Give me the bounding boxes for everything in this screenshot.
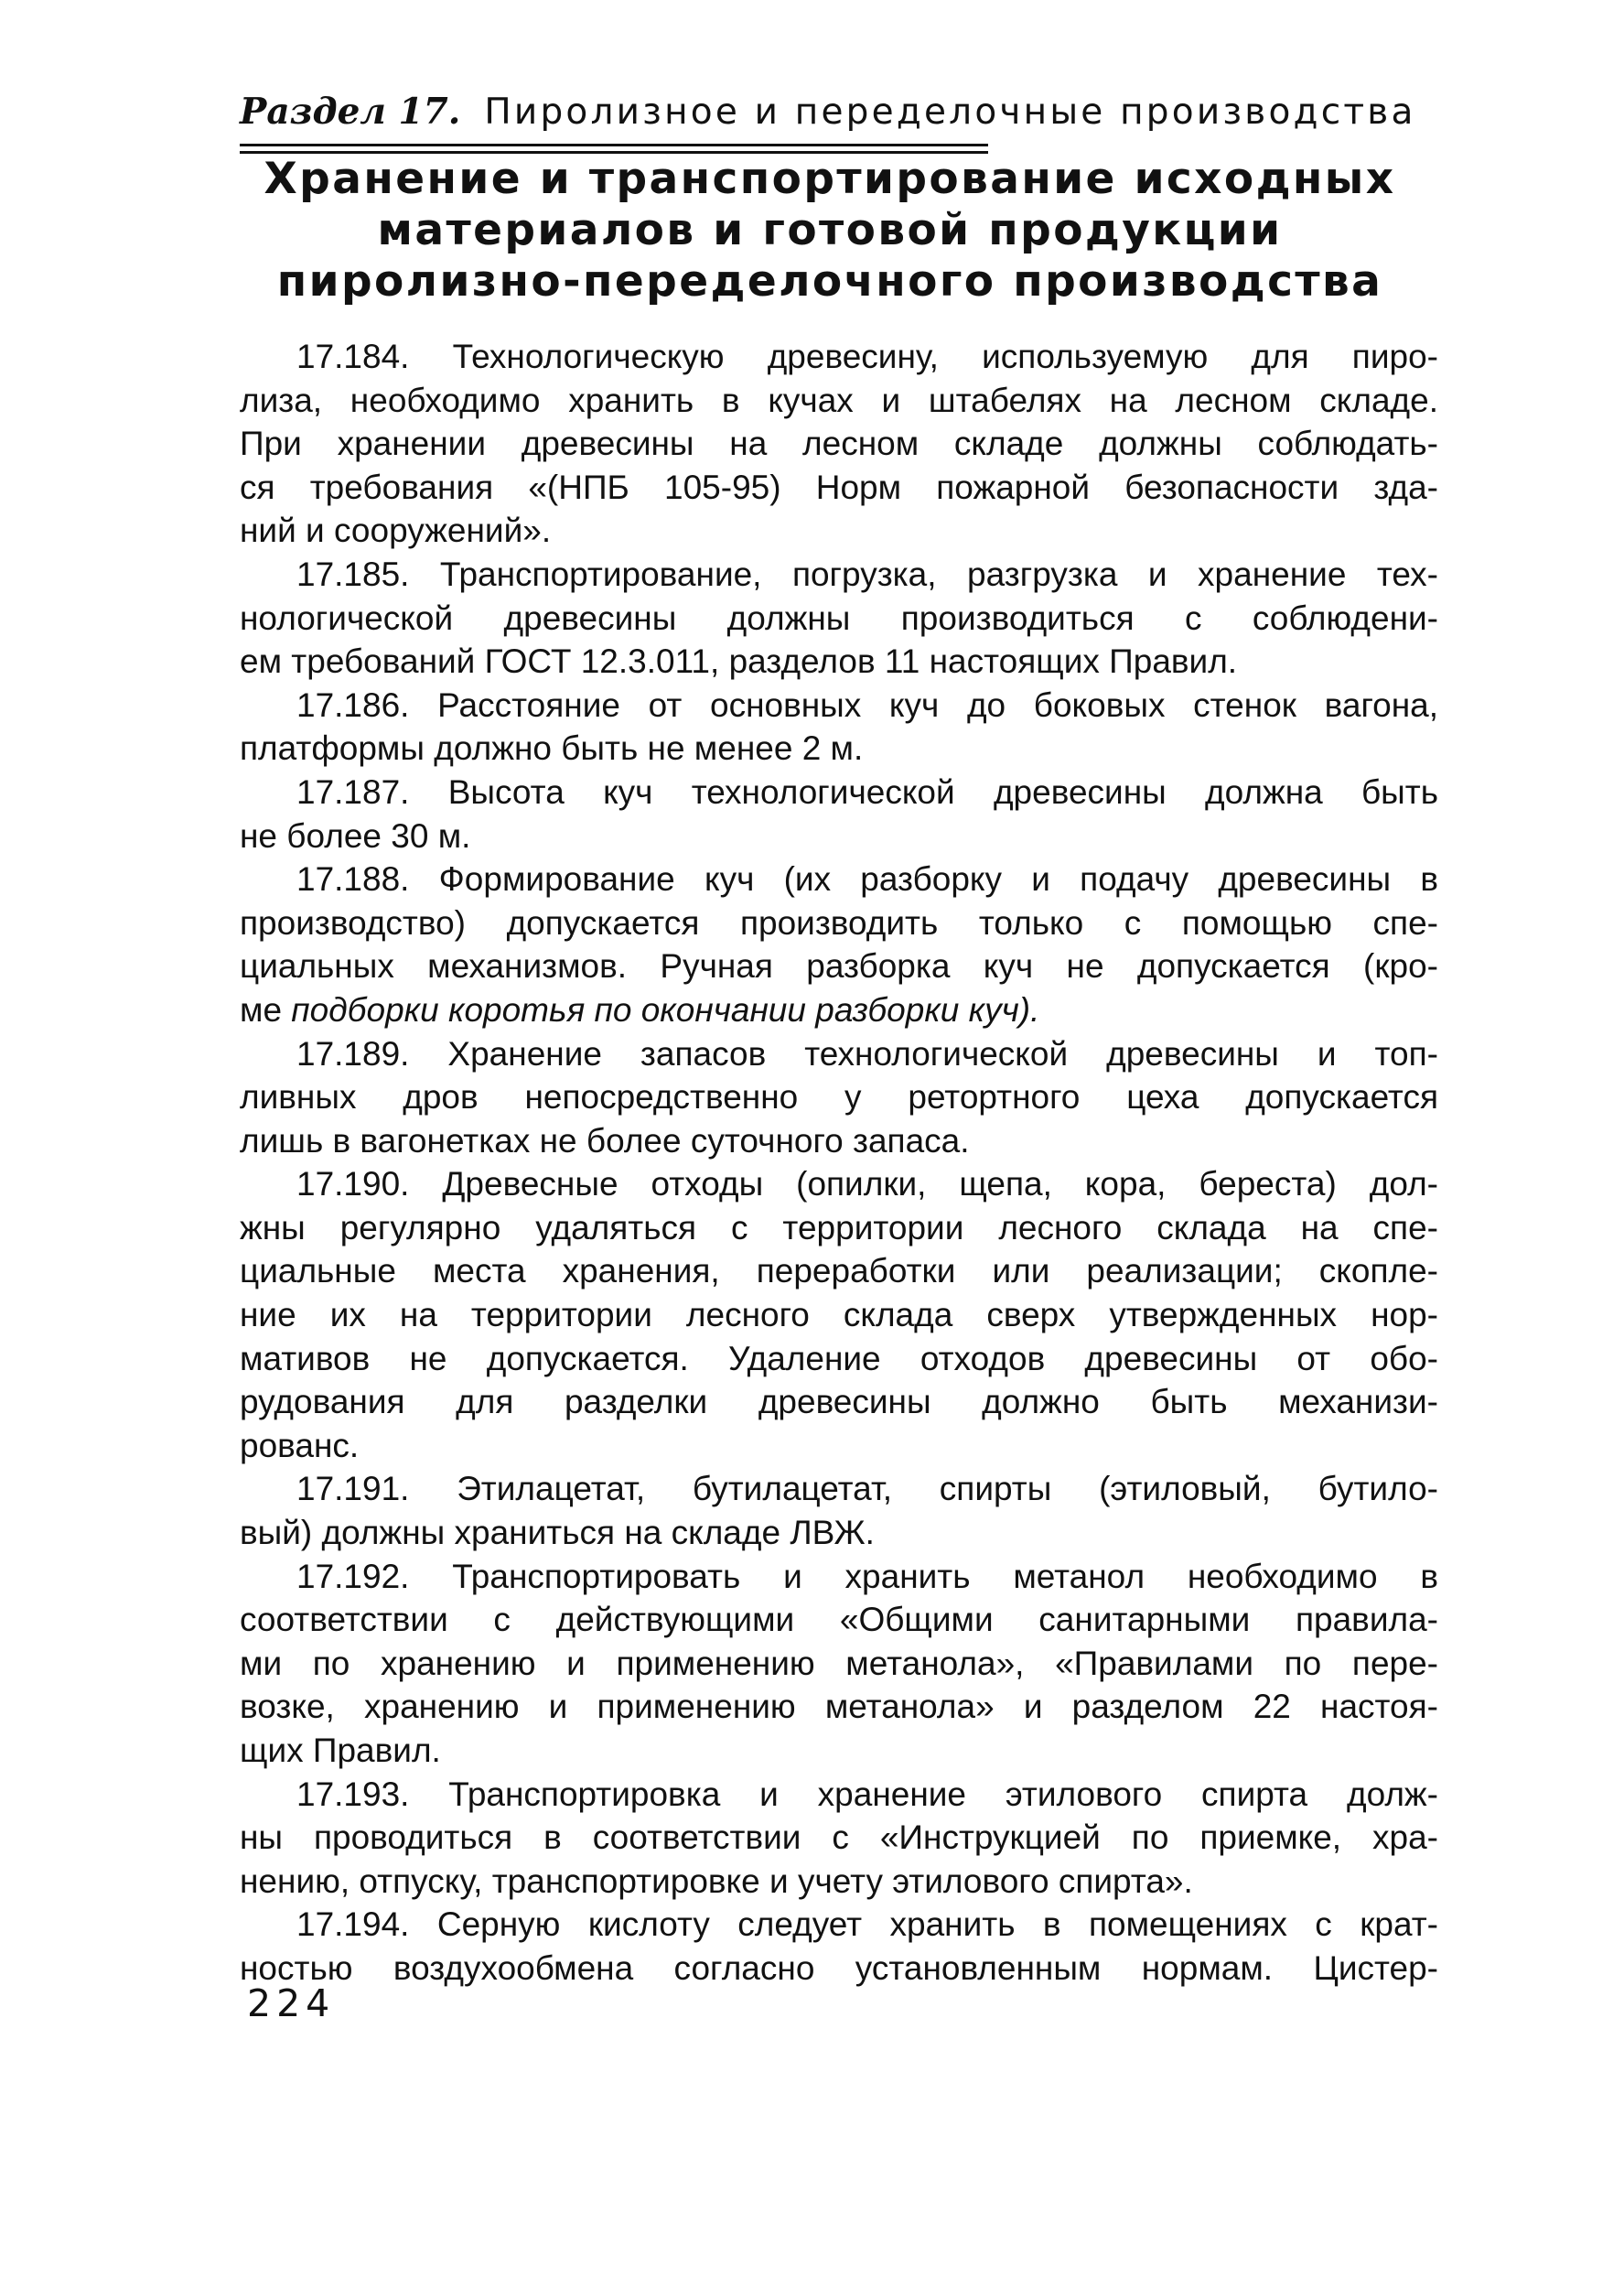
text-line: 17.192. Транспортировать и хранить метанол необходимо в [296,1557,1438,1595]
text-line: 17.188. Формирование куч (их разборку и подачу древесины в [296,860,1438,899]
text-line: рованс. [240,1426,360,1464]
paragraph-17-187 [240,771,1438,858]
text-line: ны проводиться в соответствии с «Инструкцией по приемке, хра- [240,1818,1438,1857]
section-heading-line: пиролизно-переделочного производства [276,256,1383,307]
text-line: циальные места хранения, переработки или реализации; скопле- [240,1252,1438,1290]
text-line: 17.191. Этилацетат, бутилацетат, спирты (этиловый, бутило- [296,1470,1438,1508]
running-header [240,88,1420,136]
page-number: 224 [247,1981,336,2025]
paragraph-17-188 [240,858,1438,1031]
section-heading [240,154,1420,308]
text-line: ми по хранению и применению метанола», «Правилами по пере- [240,1644,1438,1682]
text-line: нологической древесины должны производиться с соблюдени- [240,599,1438,637]
text-line: ние их на территории лесного склада сверх утвержденных нор- [240,1296,1438,1334]
text-line: мативов не допускается. Удаление отходов древесины от обо- [240,1339,1438,1377]
text-line: ливных дров непосредственно у ретортного цеха допускается [240,1078,1438,1117]
paragraph-17-191 [240,1467,1438,1554]
text-fragment: ме [240,990,292,1029]
text-line: 17.190. Древесные отходы (опилки, щепа, кора, береста) дол- [296,1165,1438,1203]
italic-text-fragment: подборки коротья по окончании разборки куч). [291,990,1040,1029]
text-line: нению, отпуску, транспортировке и учету этилового спирта». [240,1862,1193,1900]
body-text [240,335,1438,1991]
text-line: ся требования «(НПБ 105-95) Норм пожарной безопасности зда- [240,468,1438,506]
text-line: 17.184. Технологическую древесину, используемую для пиро- [296,338,1438,375]
text-line: рудования для разделки древесины должно быть механизи- [240,1383,1438,1421]
paragraph-17-192 [240,1555,1438,1773]
text-line: возке, хранению и применению метанола» и разделом 22 настоя- [240,1688,1438,1726]
text-line: 17.194. Серную кислоту следует хранить в помещениях с крат- [296,1905,1438,1944]
text-line: щих Правил. [240,1732,441,1769]
paragraph-17-186 [240,684,1438,771]
text-line: При хранении древесины на лесном складе должны соблюдать- [240,425,1438,463]
section-heading-line: Хранение и транспортирование исходных [263,154,1396,204]
text-line: не более 30 м. [240,816,471,855]
text-line: платформы должно быть не менее 2 м. [240,729,864,768]
paragraph-17-185 [240,553,1438,684]
paragraph-17-189 [240,1032,1438,1163]
text-line: 17.189. Хранение запасов технологической древесины и топ- [296,1034,1438,1073]
text-line: соответствии с действующими «Общими санитарными правила- [240,1601,1438,1639]
paragraph-17-190 [240,1162,1438,1467]
text-line: 17.186. Расстояние от основных куч до боковых стенок вагона, [296,685,1438,724]
text-line: ностью воздухообмена согласно установленным нормам. Цистер- [240,1948,1438,1987]
text-line: жны регулярно удаляться с территории лесного склада на спе- [240,1208,1438,1246]
text-line: 17.187. Высота куч технологической древесины должна быть [296,772,1438,811]
paragraph-17-184 [240,335,1438,553]
text-line: 17.193. Транспортировка и хранение этилового спирта долж- [296,1775,1438,1813]
text-line: ем требований ГОСТ 12.3.011, разделов 11 настоящих Правил. [240,642,1238,681]
text-line: лишь в вагонетках не более суточного запаса. [240,1121,970,1160]
running-header-title: Пиролизное и переделочные производства [484,92,1416,133]
text-line [240,988,1438,1032]
paragraph-17-194 [240,1903,1438,1990]
section-heading-line: материалов и готовой продукции [377,205,1283,255]
text-line: циальных механизмов. Ручная разборка куч не допускается (кро- [240,947,1438,986]
text-line: лиза, необходимо хранить в кучах и штабелях на лесном складе. [240,381,1438,419]
text-line: 17.185. Транспортирование, погрузка, разгрузка и хранение тех- [296,555,1438,593]
header-rule-top [240,144,988,146]
text-line: вый) должны храниться на складе ЛВЖ. [240,1514,875,1552]
text-line: ний и сооружений». [240,512,552,550]
text-line: производство) допускается производить только с помощью спе- [240,903,1438,942]
paragraph-17-193 [240,1773,1438,1904]
running-header-section: Раздел 17. [240,91,461,133]
